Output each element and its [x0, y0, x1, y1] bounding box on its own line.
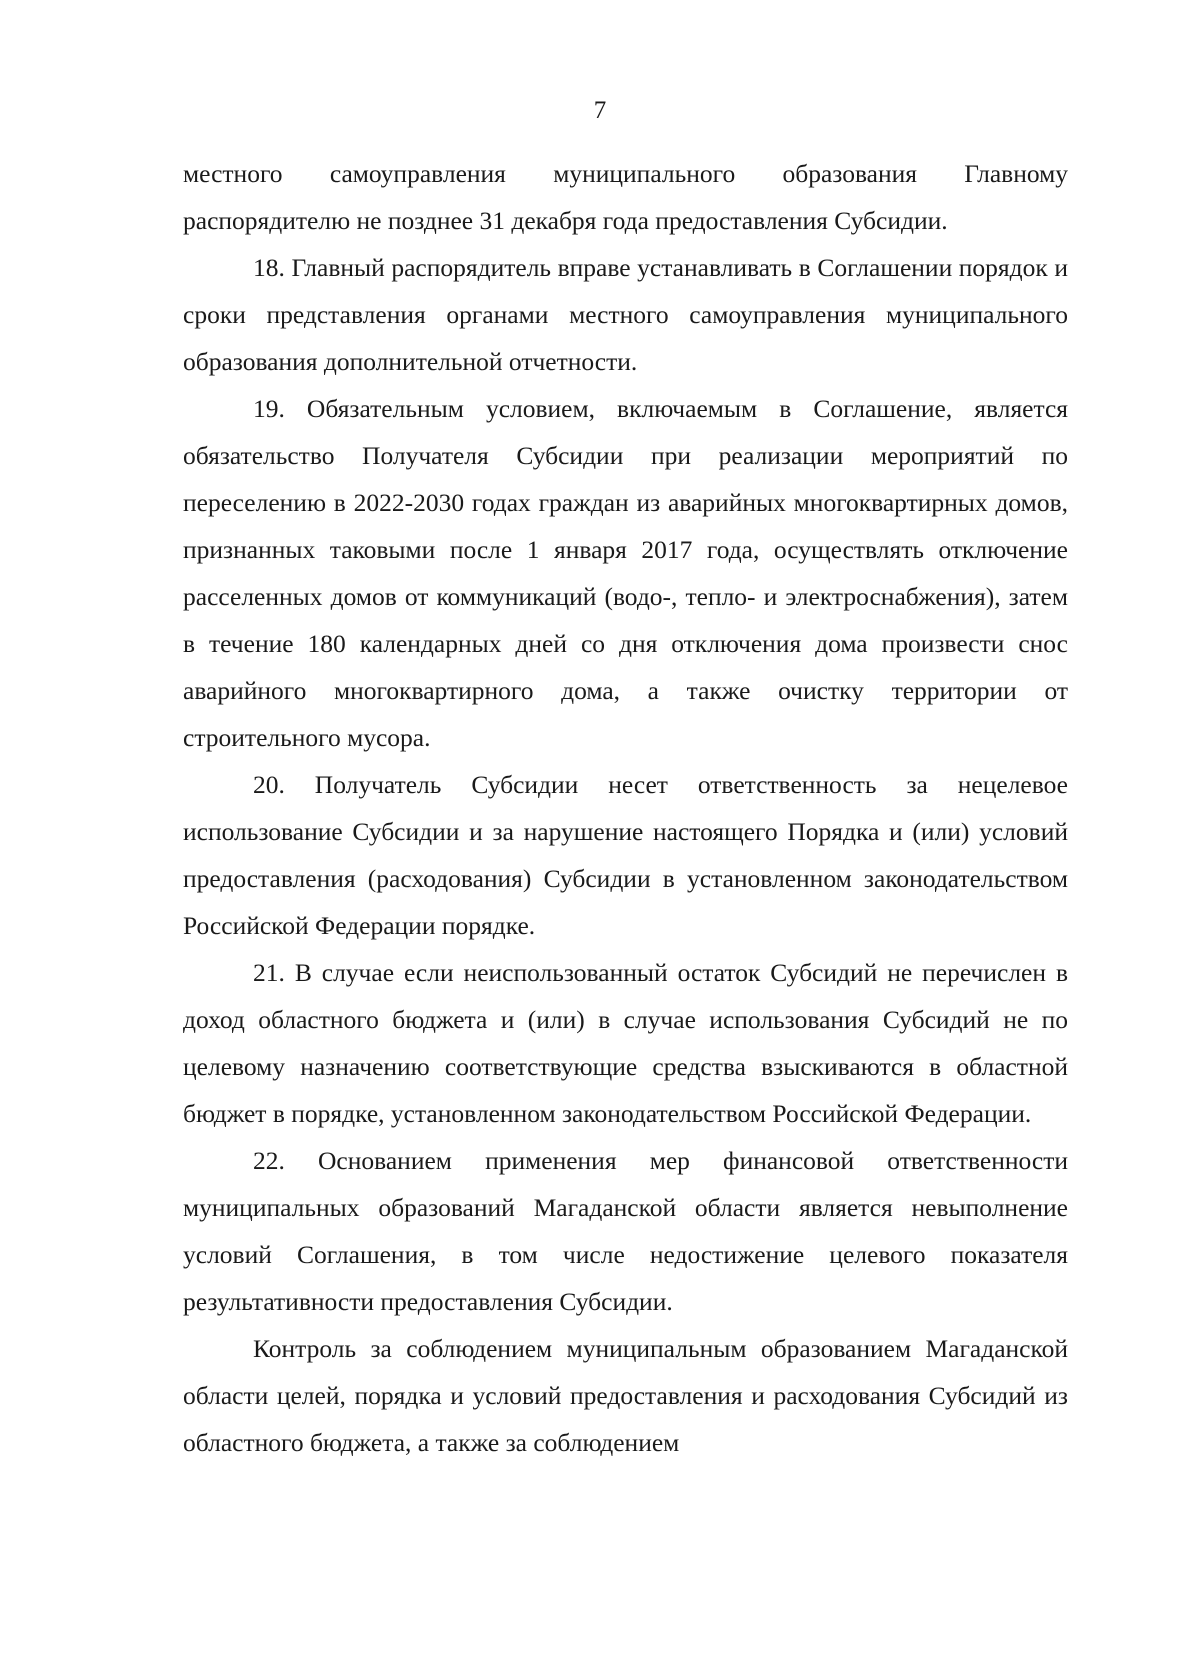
paragraph-continuation: местного самоуправления муниципального образования Главному распорядителю не позднее 31 декабря года предоставления Субсидии.: [183, 159, 1068, 235]
paragraph-control: Контроль за соблюдением муниципальным образованием Магаданской области целей, порядка и условий предоставления и расходования Субсидий из областного бюджета, а также за соблюдением: [183, 1334, 1068, 1457]
paragraph-19: 19. Обязательным условием, включаемым в Соглашение, является обязательство Получателя Субсидии при реализации мероприятий по переселению в 2022-2030 годах граждан из аварийных многоквартирных домов, признанных таковыми после 1 января 2017 года, осуществлять отключение расселенных домов от коммуникаций (водо-, тепло- и электроснабжения), затем в течение 180 календарных дней со дня отключения дома произвести снос аварийного многоквартирного дома, а также очистку территории от строительного мусора.: [183, 394, 1068, 752]
document-body: [183, 150, 1068, 1466]
page-number: 7: [593, 97, 607, 124]
paragraph-18: 18. Главный распорядитель вправе устанавливать в Соглашении порядок и сроки представления органами местного самоуправления муниципального образования дополнительной отчетности.: [183, 253, 1068, 376]
paragraph-22: 22. Основанием применения мер финансовой ответственности муниципальных образований Магаданской области является невыполнение условий Соглашения, в том числе недостижение целевого показателя результативности предоставления Субсидии.: [183, 1146, 1068, 1316]
paragraph-21: 21. В случае если неиспользованный остаток Субсидий не перечислен в доход областного бюджета и (или) в случае использования Субсидий не по целевому назначению соответствующие средства взыскиваются в областной бюджет в порядке, установленном законодательством Российской Федерации.: [183, 958, 1068, 1128]
paragraph-20: 20. Получатель Субсидии несет ответственность за нецелевое использование Субсидии и за нарушение настоящего Порядка и (или) условий предоставления (расходования) Субсидии в установленном законодательством Российской Федерации порядке.: [183, 770, 1068, 940]
